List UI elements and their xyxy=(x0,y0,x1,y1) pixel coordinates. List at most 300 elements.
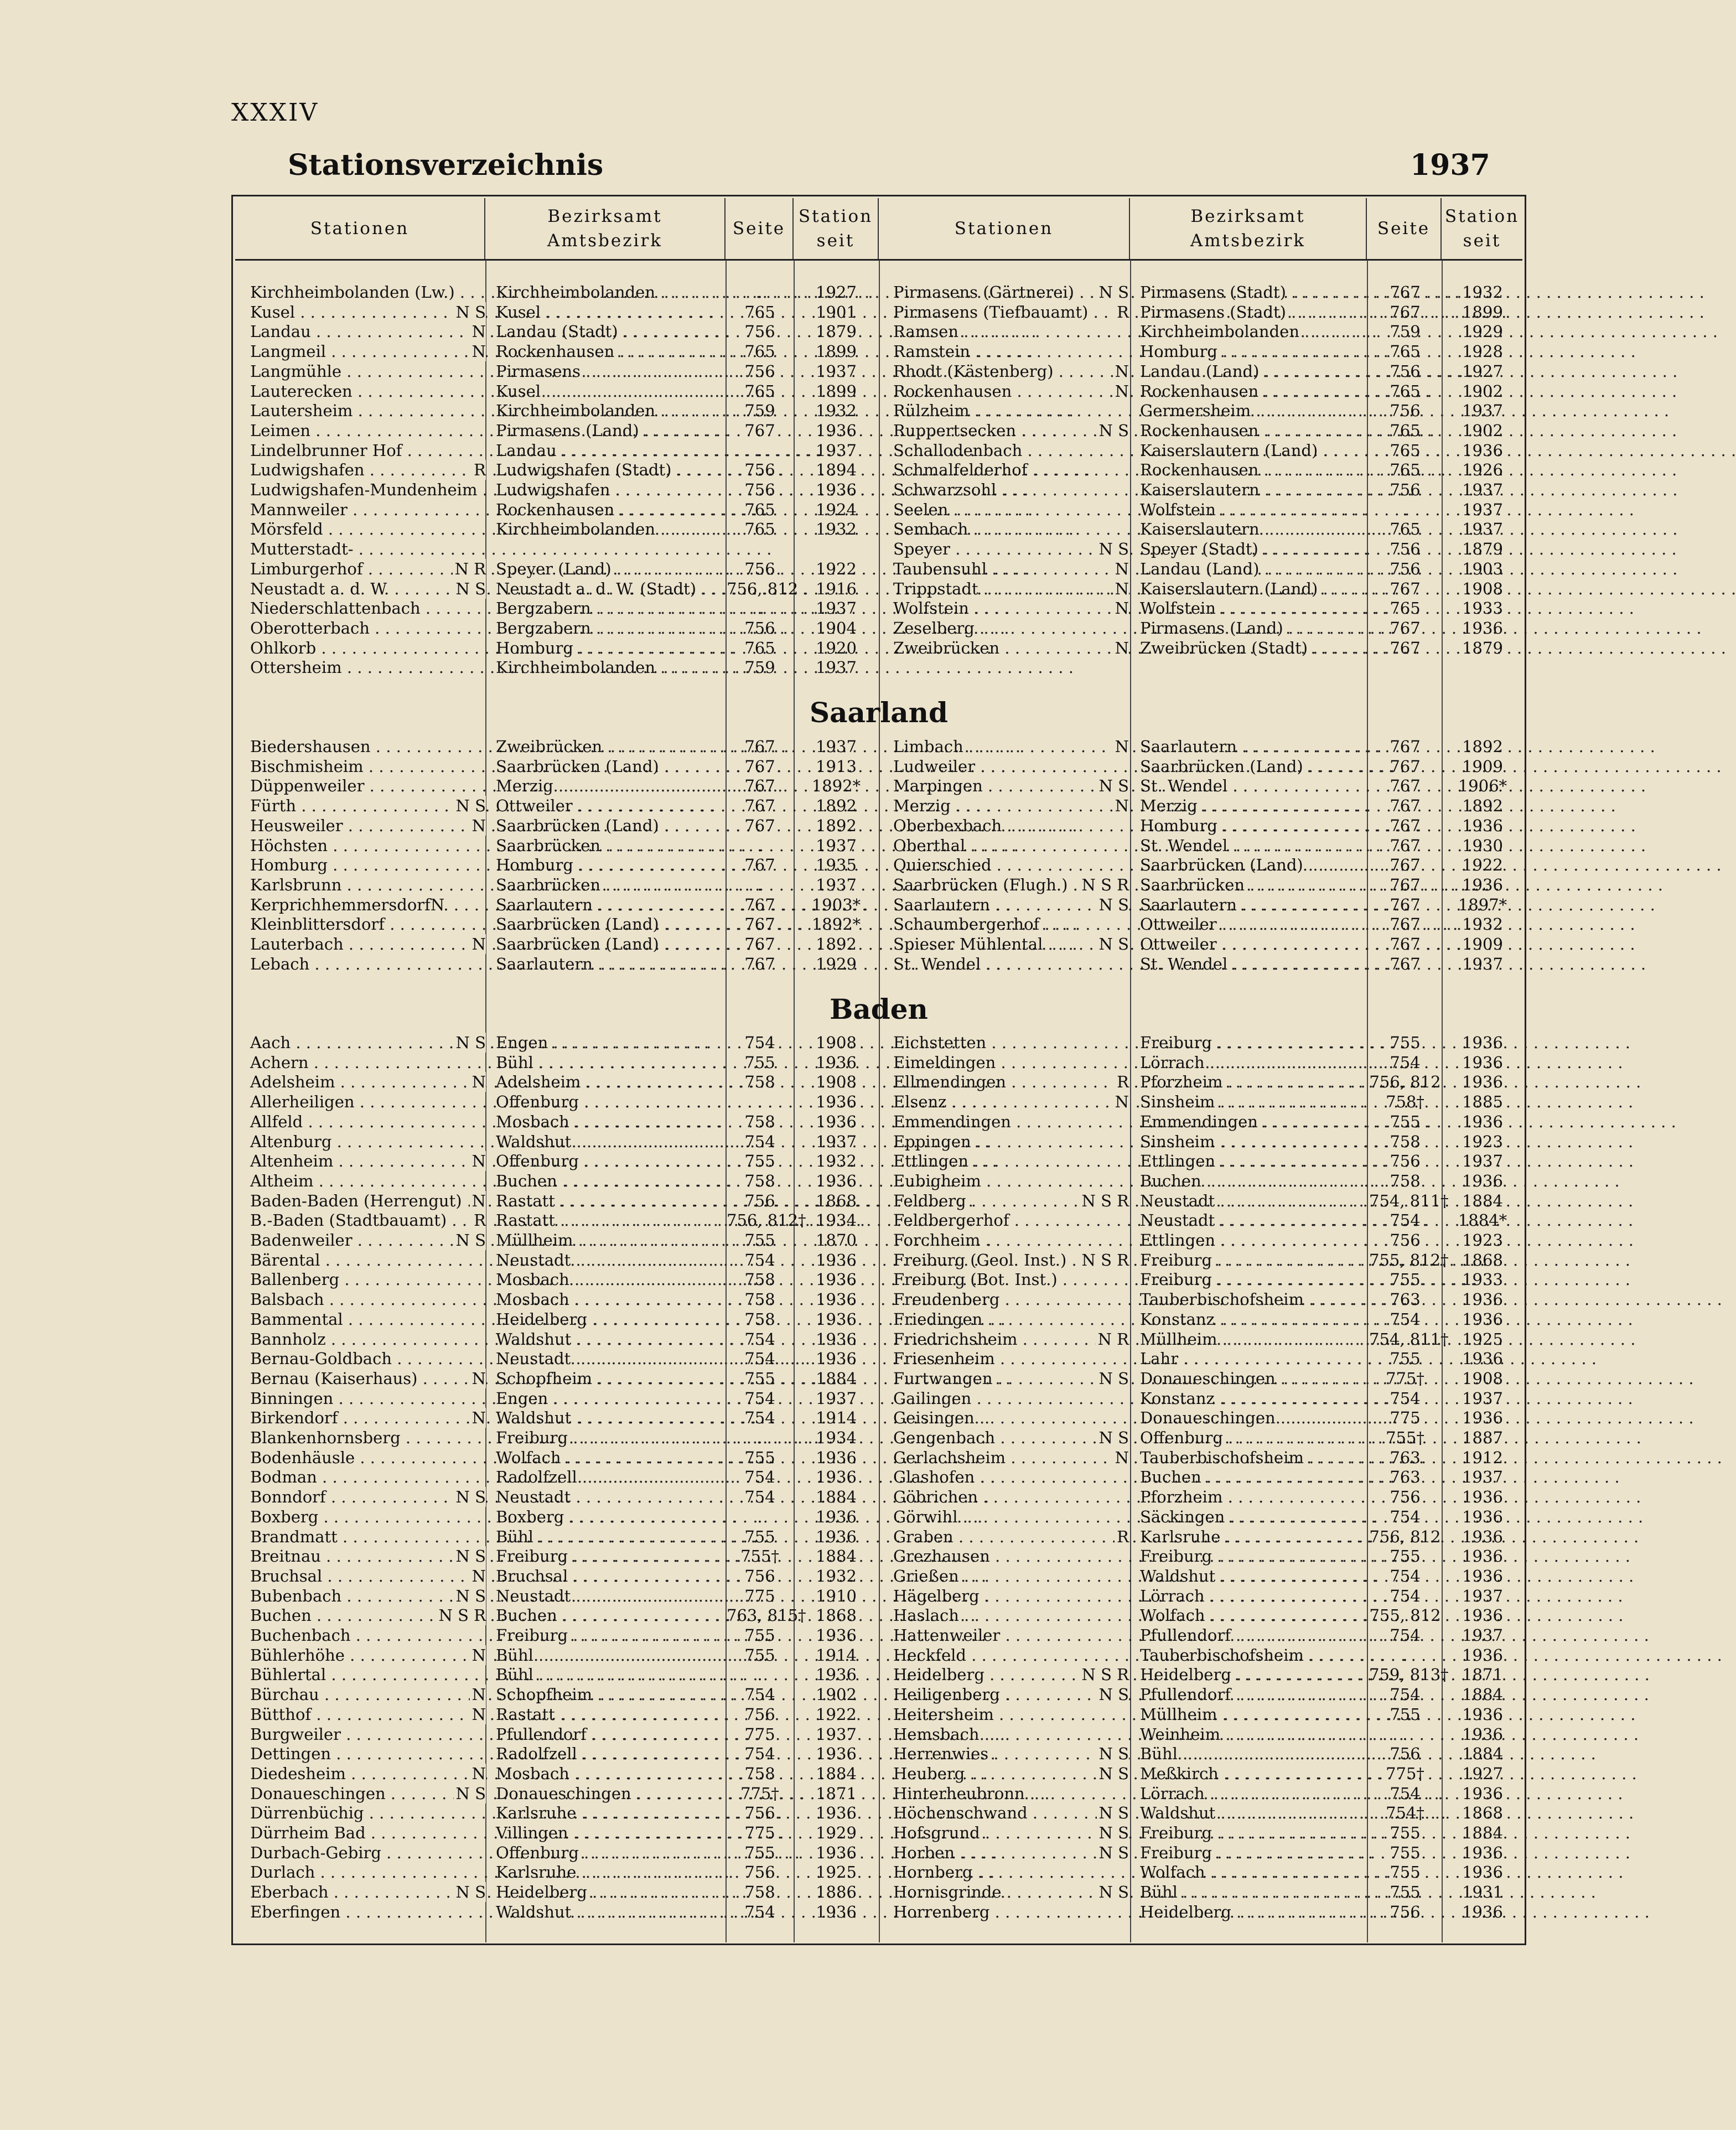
bezirksamt: Rastatt . . . xyxy=(496,1704,725,1724)
station-since-year: 1903* xyxy=(811,895,861,914)
bezirksamt: Freiburg . . . xyxy=(496,1546,725,1566)
station-name: Adelsheim N . . . xyxy=(250,1072,486,1092)
station-name: Friedrichsheim N R . . . xyxy=(893,1329,1129,1349)
bezirksamt: Bergzabern . . . xyxy=(496,598,725,618)
station-flags: N xyxy=(1113,1092,1129,1112)
station-flags: N xyxy=(1113,638,1129,658)
bezirksamt: Neustadt . . . xyxy=(496,1349,725,1369)
station-name: Gengenbach N S . . . xyxy=(893,1428,1129,1448)
bezirksamt: Merzig . . . xyxy=(496,776,725,796)
seite-value: 756 xyxy=(744,1803,775,1823)
seite-value: 765 xyxy=(1390,421,1421,440)
station-flags: N xyxy=(470,1685,486,1704)
bezirksamt: Freiburg . . . xyxy=(1140,1823,1367,1843)
station-flags: N xyxy=(470,934,486,954)
station-name: Schwarzsohl . . . xyxy=(893,480,1129,500)
table-row xyxy=(0,1685,1613,1704)
station-name: Brandmatt . . . xyxy=(250,1527,486,1547)
seite-value: 754 xyxy=(744,1685,775,1704)
station-flags: N S xyxy=(1097,1428,1129,1448)
station-flags: N S xyxy=(1097,1744,1129,1764)
station-since-year: 1927 xyxy=(1462,361,1503,381)
station-since-year: 1899 xyxy=(816,381,857,401)
station-flags: N S xyxy=(454,1882,486,1902)
table-row xyxy=(0,1764,1613,1784)
station-since-year: 1871 xyxy=(816,1784,857,1803)
station-name: Lauterbach N . . . xyxy=(250,934,486,954)
table-row xyxy=(0,1289,1613,1309)
bezirksamt: Neustadt a. d. W. (Stadt) . . . xyxy=(496,579,725,599)
bezirksamt: Kusel . . . xyxy=(496,302,725,322)
station-name: Schallodenbach . . . xyxy=(893,440,1129,460)
station-name: Speyer N S . . . xyxy=(893,539,1129,559)
station-name: Hinterheubronn . . . xyxy=(893,1784,1129,1803)
bezirksamt: Bühl . . . xyxy=(1140,1744,1367,1764)
bezirksamt: Tauberbischofsheim . . . xyxy=(1140,1645,1367,1665)
station-name: Quierschied . . . xyxy=(893,855,1129,875)
station-since-year: 1936 xyxy=(1462,1645,1503,1665)
bezirksamt: Mosbach . . . xyxy=(496,1269,725,1289)
station-flags: N xyxy=(1113,381,1129,401)
station-name: Altenheim N . . . xyxy=(250,1151,486,1171)
station-since-year: 1922 xyxy=(816,1704,857,1724)
bezirksamt: Müllheim . . . xyxy=(1140,1329,1367,1349)
table-row xyxy=(0,1033,1613,1053)
station-since-year: 1937 xyxy=(1462,500,1503,519)
station-since-year: 1937 xyxy=(1462,1468,1503,1487)
table-row xyxy=(0,756,1613,776)
table-row xyxy=(0,421,1613,440)
station-since-year: 1936 xyxy=(1462,1053,1503,1072)
station-name: Durbach-Gebirg . . . xyxy=(250,1843,486,1863)
station-flags: N S xyxy=(1097,539,1129,559)
station-name: Dürrheim Bad . . . xyxy=(250,1823,486,1843)
station-since-year: 1936 xyxy=(1462,1072,1503,1092)
station-since-year: 1936 xyxy=(1462,1507,1503,1526)
station-flags: N xyxy=(1113,579,1129,599)
bezirksamt: Bühl . . . xyxy=(496,1665,725,1685)
station-name: Eberfingen . . . xyxy=(250,1902,486,1922)
seite-value: 767 xyxy=(1390,875,1421,894)
bezirksamt: Buchen . . . xyxy=(496,1605,725,1625)
station-name: Bütthof N . . . xyxy=(250,1704,486,1724)
seite-value: 754 xyxy=(744,1488,775,1507)
bezirksamt: Sinsheim . . . xyxy=(1140,1132,1367,1152)
station-since-year: 1936 xyxy=(1462,1112,1503,1131)
seite-value: . xyxy=(1402,1645,1408,1665)
table-row xyxy=(0,954,1613,974)
header-bezirksamt-right: Bezirksamt Amtsbezirk xyxy=(1130,198,1367,259)
header-bezirksamt-left: Bezirksamt Amtsbezirk xyxy=(485,198,726,259)
station-flags: N S xyxy=(454,1487,486,1507)
station-flags: N xyxy=(1113,737,1129,756)
seite-value: 756 xyxy=(1390,1231,1421,1250)
station-name: Bodenhäusle . . . xyxy=(250,1448,486,1468)
station-name: KerprichhemmersdorfN. . . . xyxy=(250,895,486,915)
table-row xyxy=(0,282,1613,302)
station-name: Hornisgrinde N S . . . xyxy=(893,1882,1129,1902)
seite-value: 755 xyxy=(744,1152,775,1171)
bezirksamt: Waldshut . . . xyxy=(496,1408,725,1428)
station-since-year: 1892 xyxy=(816,816,857,835)
seite-value: 765 xyxy=(1390,342,1421,361)
bezirksamt: Speyer (Stadt) . . . xyxy=(1140,539,1367,559)
station-since-year: 1936 xyxy=(816,1468,857,1487)
seite-value: 756, 812 xyxy=(1369,1072,1441,1092)
seite-value: 755 xyxy=(1390,1863,1421,1882)
seite-value: 754 xyxy=(1390,1586,1421,1605)
station-name: St. Wendel . . . xyxy=(893,954,1129,974)
bezirksamt: Lörrach . . . xyxy=(1140,1053,1367,1072)
station-since-year: 1936 xyxy=(1462,1902,1503,1921)
station-name: Mörsfeld . . . xyxy=(250,519,486,539)
station-since-year: 1930 xyxy=(1462,836,1503,855)
seite-value: 767 xyxy=(1390,796,1421,816)
station-since-year: 1937 xyxy=(816,1388,857,1408)
header-seite-left: Seite xyxy=(726,198,794,259)
bezirksamt: Boxberg . . . xyxy=(496,1507,725,1527)
station-name: Friedingen . . . xyxy=(893,1309,1129,1329)
station-since-year: 1929 xyxy=(1462,322,1503,341)
station-name: Ottersheim . . . xyxy=(250,657,486,677)
station-since-year: 1934 xyxy=(816,1428,857,1447)
station-name: Bubenbach N S . . . xyxy=(250,1586,486,1606)
station-since-year: 1902 xyxy=(1462,421,1503,440)
station-since-year: 1927 xyxy=(816,283,857,302)
station-since-year: 1937 xyxy=(1462,480,1503,499)
bezirksamt: Germersheim . . . xyxy=(1140,401,1367,421)
bezirksamt: Donaueschingen . . . xyxy=(1140,1369,1367,1388)
seite-value: 756 xyxy=(1390,480,1421,499)
table-row xyxy=(0,1053,1613,1072)
bezirksamt: Bühl . . . xyxy=(496,1053,725,1072)
station-name: Kirchheimbolanden (Lw.) . . . xyxy=(250,282,486,302)
station-since-year: 1936 xyxy=(816,1349,857,1369)
station-name: Feldberg N S R . . . xyxy=(893,1191,1129,1211)
station-name: Baden-Baden (Herrengut) N . . . xyxy=(250,1191,486,1211)
station-since-year: 1937 xyxy=(816,599,857,618)
bezirksamt: Bühl . . . xyxy=(1140,1882,1367,1902)
station-since-year: 1868 xyxy=(816,1606,857,1625)
station-name: Diedesheim N . . . xyxy=(250,1764,486,1784)
bezirksamt: Kaiserslautern . . . xyxy=(1140,480,1367,500)
bezirksamt: Lörrach . . . xyxy=(1140,1586,1367,1606)
station-name: Saarlautern N S . . . xyxy=(893,895,1129,915)
station-name: Ettlingen . . . xyxy=(893,1151,1129,1171)
station-flags: N S xyxy=(454,1033,486,1053)
station-since-year: 1902 xyxy=(816,1685,857,1704)
header-station-seit-left: Station seit xyxy=(794,198,879,259)
station-name: Elsenz N . . . xyxy=(893,1092,1129,1112)
seite-value: 767 xyxy=(744,796,775,816)
seite-value: 755 xyxy=(1390,1883,1421,1902)
station-name: Heuberg N S . . . xyxy=(893,1764,1129,1784)
seite-value: 754 xyxy=(744,1468,775,1487)
table-row xyxy=(0,598,1613,618)
bezirksamt: Neustadt . . . xyxy=(1140,1210,1367,1230)
bezirksamt: Ludwigshafen (Stadt) . . . xyxy=(496,460,725,480)
bezirksamt: Neustadt . . . xyxy=(496,1487,725,1507)
table-row xyxy=(0,1092,1613,1112)
station-name: Ohlkorb . . . xyxy=(250,638,486,658)
seite-value: 758† xyxy=(1386,1092,1424,1112)
bezirksamt: Lahr . . . xyxy=(1140,1349,1367,1369)
seite-value: . xyxy=(757,1507,763,1526)
bezirksamt: Saarlautern . . . xyxy=(1140,895,1367,915)
station-since-year: 1923 xyxy=(1462,1231,1503,1250)
station-since-year: 1912 xyxy=(1462,1448,1503,1467)
station-name: Seelen . . . xyxy=(893,500,1129,520)
station-flags: N xyxy=(1113,598,1129,618)
seite-value: 767 xyxy=(744,915,775,934)
station-name: Zeselberg . . . xyxy=(893,618,1129,638)
bezirksamt: Homburg . . . xyxy=(1140,816,1367,836)
bezirksamt: Mosbach . . . xyxy=(496,1112,725,1132)
station-since-year: 1936 xyxy=(1462,440,1503,460)
station-name: Bühlerhöhe N . . . xyxy=(250,1645,486,1665)
station-since-year: 1936 xyxy=(816,421,857,440)
station-flags: N xyxy=(470,1151,486,1171)
seite-value: 754 xyxy=(744,1132,775,1151)
seite-value: 758 xyxy=(744,1270,775,1289)
station-since-year: 1936 xyxy=(816,1744,857,1764)
station-flags: N S xyxy=(1097,1685,1129,1704)
bezirksamt: Pirmasens (Stadt) . . . xyxy=(1140,282,1367,302)
station-flags: R xyxy=(1115,1527,1129,1547)
seite-value: 775† xyxy=(1386,1369,1424,1388)
station-since-year: 1909 xyxy=(1462,935,1503,953)
seite-value: 756 xyxy=(744,322,775,341)
table-row xyxy=(0,500,1613,520)
station-name: Rockenhausen N . . . xyxy=(893,381,1129,401)
bezirksamt: St. Wendel . . . xyxy=(1140,836,1367,856)
seite-value: 767 xyxy=(1390,816,1421,835)
station-name: Kleinblittersdorf . . . xyxy=(250,914,486,934)
table-row xyxy=(0,618,1613,638)
bezirksamt: Rockenhausen . . . xyxy=(496,341,725,361)
station-since-year: 1868 xyxy=(1462,1803,1503,1823)
station-since-year: 1935 xyxy=(816,856,857,875)
station-flags: N xyxy=(470,816,486,836)
seite-value: 763 xyxy=(1390,1468,1421,1487)
bezirksamt: Landau (Stadt) . . . xyxy=(496,322,725,341)
station-flags: N S R xyxy=(1079,1191,1129,1211)
table-row xyxy=(0,1665,1613,1685)
station-name: Hofsgrund N S . . . xyxy=(893,1823,1129,1843)
station-since-year: 1887 xyxy=(1462,1428,1503,1447)
seite-value: 754 xyxy=(744,1408,775,1428)
table-row xyxy=(0,1546,1613,1566)
station-since-year: 1884 xyxy=(1462,1744,1503,1764)
bezirksamt: Saarbrücken (Land) . . . xyxy=(496,756,725,776)
station-since-year: 1916 xyxy=(816,579,857,598)
station-since-year: 1936 xyxy=(816,1803,857,1823)
station-name: Bischmisheim . . . xyxy=(250,756,486,776)
station-name: Taubensuhl N . . . xyxy=(893,559,1129,579)
table-row xyxy=(0,1467,1613,1487)
bezirksamt: Radolfzell . . . xyxy=(496,1467,725,1487)
bezirksamt: Saarbrücken (Land) . . . xyxy=(1140,855,1367,875)
table-row xyxy=(0,1902,1613,1922)
seite-value: 767 xyxy=(1390,579,1421,598)
bezirksamt: Ettlingen . . . xyxy=(1140,1151,1367,1171)
bezirksamt: Merzig . . . xyxy=(1140,796,1367,816)
station-since-year: 1936 xyxy=(816,1171,857,1190)
station-since-year: 1892 xyxy=(1462,796,1503,816)
station-name: Oberthal . . . xyxy=(893,836,1129,856)
station-since-year: 1936 xyxy=(1462,875,1503,894)
bezirksamt: Heidelberg . . . xyxy=(1140,1665,1367,1685)
station-since-year: 1922 xyxy=(816,559,857,578)
station-name: Heiligenberg N S . . . xyxy=(893,1685,1129,1704)
station-name: Hornberg . . . xyxy=(893,1862,1129,1882)
station-since-year: 1879 xyxy=(1462,540,1503,559)
station-flags: R xyxy=(471,1210,486,1230)
bezirksamt: Säckingen . . . xyxy=(1140,1507,1367,1527)
table-row xyxy=(0,401,1613,421)
station-since-year: 1936 xyxy=(1462,1843,1503,1862)
seite-value: 767 xyxy=(1390,915,1421,934)
header-stationen-right: Stationen xyxy=(879,198,1130,259)
station-since-year: 1932 xyxy=(816,1566,857,1585)
seite-value: 756 xyxy=(1390,1744,1421,1764)
bezirksamt: Homburg . . . xyxy=(496,638,725,658)
seite-value: 755 xyxy=(1390,1823,1421,1842)
seite-value: 767 xyxy=(1390,836,1421,855)
seite-value: 754, 811† xyxy=(1369,1329,1449,1349)
station-since-year: 1937 xyxy=(1462,1388,1503,1408)
station-flags: N S xyxy=(454,1586,486,1606)
station-since-year: 1936 xyxy=(816,1053,857,1072)
bezirksamt: Saarbrücken (Land) . . . xyxy=(496,816,725,836)
station-since-year: 1936 xyxy=(1462,1724,1503,1744)
station-name: Feldbergerhof . . . xyxy=(893,1210,1129,1230)
seite-value: 755 xyxy=(1390,1033,1421,1052)
seite-value: 754 xyxy=(744,1902,775,1921)
station-name: Burgweiler . . . xyxy=(250,1724,486,1744)
station-since-year: 1936 xyxy=(816,1843,857,1862)
seite-value: 765 xyxy=(744,342,775,361)
seite-value: 755 xyxy=(744,1843,775,1862)
table-row xyxy=(0,1269,1613,1289)
station-name: Langmühle . . . xyxy=(250,361,486,381)
station-since-year: 1936 xyxy=(1462,1033,1503,1052)
bezirksamt: Pforzheim . . . xyxy=(1140,1487,1367,1507)
seite-value: 755 xyxy=(744,1369,775,1388)
table-row xyxy=(0,1882,1613,1902)
station-flags: N xyxy=(470,1408,486,1428)
bezirksamt: Pirmasens (Land) . . . xyxy=(496,421,725,440)
station-flags: R xyxy=(1115,1072,1129,1092)
table-row xyxy=(0,1230,1613,1250)
station-flags: N S xyxy=(454,579,486,599)
bezirksamt: Landau (Land) . . . xyxy=(1140,361,1367,381)
table-row xyxy=(0,322,1613,341)
seite-value: 755 xyxy=(744,1231,775,1250)
seite-value: 767 xyxy=(744,816,775,835)
seite-value: 754 xyxy=(1390,1507,1421,1526)
station-name: Eberbach N S . . . xyxy=(250,1882,486,1902)
station-name: Marpingen N S . . . xyxy=(893,776,1129,796)
table-row xyxy=(0,1072,1613,1092)
seite-value: 756 xyxy=(744,1704,775,1724)
station-flags: N xyxy=(1113,796,1129,816)
bezirksamt: Buchen . . . xyxy=(496,1171,725,1191)
station-name: Ludweiler . . . xyxy=(893,756,1129,776)
station-name: Gerlachsheim N . . . xyxy=(893,1448,1129,1468)
seite-value: 754 xyxy=(744,1349,775,1369)
seite-value: 775 xyxy=(744,1586,775,1605)
station-since-year: 1899 xyxy=(816,342,857,361)
bezirksamt: Ottweiler . . . xyxy=(1140,914,1367,934)
header-seite-right: Seite xyxy=(1367,198,1442,259)
seite-value: 775 xyxy=(744,1823,775,1842)
bezirksamt: Waldshut . . . xyxy=(496,1329,725,1349)
seite-value: 758 xyxy=(744,1764,775,1783)
station-flags: N S xyxy=(454,1784,486,1803)
seite-value: 756, 812† xyxy=(727,1211,806,1230)
station-since-year: 1879 xyxy=(816,322,857,341)
station-name: Furtwangen N S . . . xyxy=(893,1369,1129,1388)
station-flags: N S xyxy=(1097,934,1129,954)
bezirksamt: Ottweiler . . . xyxy=(496,796,725,816)
bezirksamt: Wolfach . . . xyxy=(1140,1862,1367,1882)
bezirksamt: Freiburg . . . xyxy=(1140,1033,1367,1053)
station-flags: N S xyxy=(1097,1803,1129,1823)
station-since-year: 1884 xyxy=(816,1764,857,1783)
station-name: Homburg . . . xyxy=(250,855,486,875)
station-flags: N S R xyxy=(436,1605,486,1625)
station-since-year: 1908 xyxy=(816,1033,857,1052)
bezirksamt: Freiburg . . . xyxy=(1140,1546,1367,1566)
bezirksamt: Saarbrücken (Land) . . . xyxy=(496,934,725,954)
table-row xyxy=(0,559,1613,579)
station-name: Biedershausen . . . xyxy=(250,737,486,756)
station-since-year: 1908 xyxy=(1462,1369,1503,1388)
bezirksamt: Mosbach . . . xyxy=(496,1289,725,1309)
bezirksamt: Wolfstein . . . xyxy=(1140,598,1367,618)
station-since-year: 1936 xyxy=(816,1112,857,1131)
station-since-year: 1932 xyxy=(816,1152,857,1171)
station-since-year: 1937 xyxy=(1462,401,1503,421)
bezirksamt: Rockenhausen . . . xyxy=(1140,381,1367,401)
page-year: 1937 xyxy=(1410,148,1490,182)
station-flags: N S xyxy=(1097,1843,1129,1863)
seite-value: 754 xyxy=(744,1033,775,1052)
bezirksamt: Neustadt . . . xyxy=(496,1586,725,1606)
seite-value: 767 xyxy=(744,935,775,953)
seite-value: 756 xyxy=(1390,401,1421,421)
seite-value: 775† xyxy=(740,1784,779,1803)
station-since-year: 1937 xyxy=(1462,1152,1503,1171)
station-name: Niederschlattenbach . . . xyxy=(250,598,486,618)
table-row xyxy=(0,381,1613,401)
seite-value: . xyxy=(757,1665,763,1685)
bezirksamt: Konstanz . . . xyxy=(1140,1388,1367,1408)
station-since-year: 1932 xyxy=(816,401,857,421)
station-name: Achern . . . xyxy=(250,1053,486,1072)
station-since-year: 1897* xyxy=(1458,895,1507,914)
station-name: Freiburg (Bot. Inst.) . . . xyxy=(893,1269,1129,1289)
table-row xyxy=(0,1349,1613,1369)
station-since-year: 1910 xyxy=(816,1586,857,1605)
bezirksamt: Sinsheim . . . xyxy=(1140,1092,1367,1112)
station-flags: N S xyxy=(1097,282,1129,302)
seite-value: . xyxy=(757,1428,763,1447)
seite-value: . xyxy=(757,283,763,302)
bezirksamt: Wolfach . . . xyxy=(496,1448,725,1468)
station-name: Bürchau N . . . xyxy=(250,1685,486,1704)
